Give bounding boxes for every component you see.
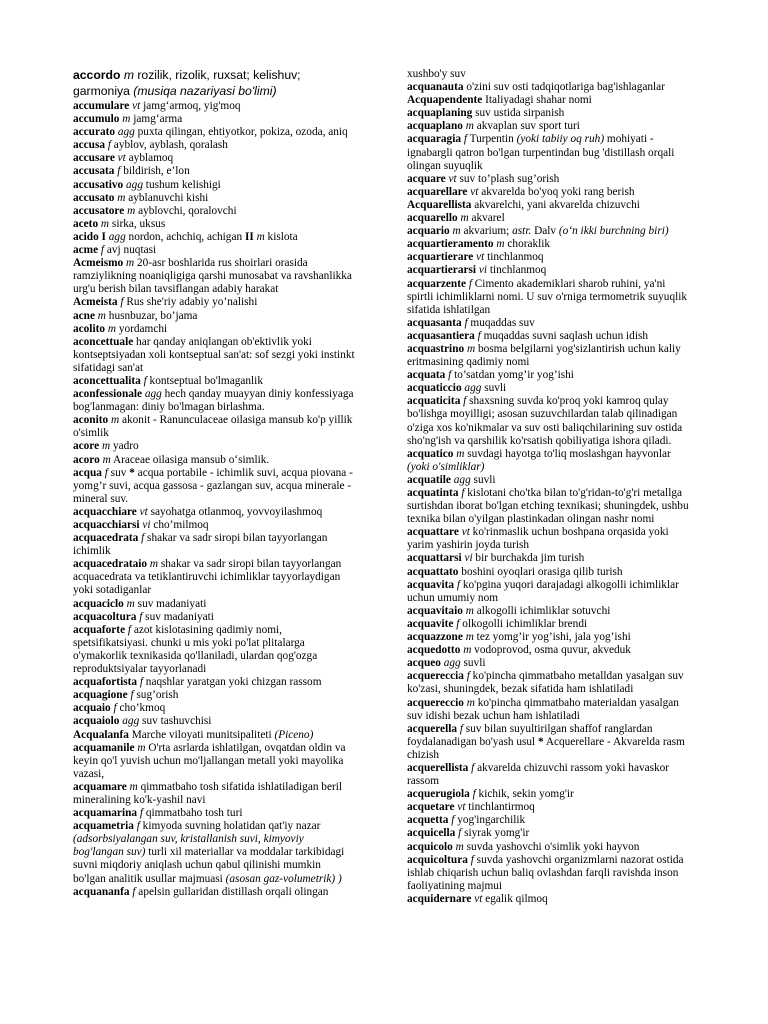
dictionary-entry: accusata f bildirish, e’lon	[73, 165, 190, 178]
dictionary-entry: Acquarellista akvarelchi, yani akvarelda chizuvchi	[407, 198, 640, 211]
dictionary-entry: acquare vt suv to’plash sug’orish	[407, 172, 560, 185]
dictionary-entry: accusare vt ayblamoq	[73, 152, 174, 165]
dictionary-entry: acquavite f olkogolli ichimliklar brendi	[407, 617, 588, 630]
dictionary-entry: aconito m akonit - Ranunculaceae oilasiga mansub ko'p yillik o'simlik	[73, 414, 353, 440]
dictionary-entry: acquidernare vt egalik qilmoq	[407, 892, 548, 905]
dictionary-entry: acquavitaio m alkogolli ichimliklar sotuvchi	[407, 604, 611, 617]
dictionary-entry: Acmeista f Rus she'riy adabiy yo’nalishi	[73, 296, 258, 309]
dictionary-entry: acquamarina f qimmatbaho tosh turi	[73, 807, 243, 820]
dictionary-entry: acquetare vt tinchlantirmoq	[407, 801, 535, 814]
right-column	[407, 68, 694, 906]
dictionary-entry: acquedotto m vodoprovod, osma quvur, akveduk	[407, 644, 631, 657]
dictionary-entry: accusa f ayblov, ayblash, qoralash	[73, 139, 228, 152]
dictionary-entry: acquartieramento m chorakli​k	[407, 238, 551, 251]
dictionary-entry: acquatico m suvdagi hayotga to'liq moslashgan hayvonlar (yoki o'simliklar)	[407, 447, 671, 473]
dictionary-entry: acquarzente f Cimento akademiklari sharob ruhini, ya'ni spirtli ichimliklarni nomi. U suv o'rniga termometrik suyuqlik sifatida ishlatilgan	[407, 277, 688, 316]
dictionary-entry: acquario m akvarium; astr. Dalv (o‘n ikki burchning biri)	[407, 225, 669, 238]
dictionary-entry: acquarellare vt akvarelda bo'yoq yoki rang berish	[407, 185, 635, 198]
dictionary-entry: acquanauta o'zini suv osti tadqiqotlariga bag'ishlaganlar	[407, 81, 665, 94]
dictionary-entry: aceto m sirka, uksus	[73, 217, 166, 230]
dictionary-entry: acquattare vt ko'rinmaslik uchun boshpana orqasida yoki yarim yashirin joyda turish	[407, 526, 669, 552]
dictionary-entry: acquaciclo m suv madaniyati	[73, 597, 207, 610]
dictionary-entry: accumulo m jamg‘arma	[73, 113, 183, 126]
dictionary-entry: acquavita f ko'pgina yuqori darajadagi alkogolli ichimliklar uchun umumiy nom	[407, 578, 679, 604]
dictionary-entry: acoro m Araceae oilasiga mansub o‘simlik.	[73, 453, 270, 466]
dictionary-entry: acquacchiare vt sayohatga otlanmoq, yovvoyilashmoq	[73, 505, 323, 518]
left-column	[73, 68, 356, 899]
dictionary-entry: acquananfa f apelsin gullaridan distillash orqali olingan	[73, 885, 329, 898]
dictionary-entry: acquata f to’satdan yomg’ir yog’ishi	[407, 369, 574, 382]
dictionary-entry: acquacedrata f shakar va sadr siropi bilan tayyorlangan ichimlik	[73, 532, 328, 558]
dictionary-entry: acquaio f cho’kmoq	[73, 702, 166, 715]
dictionary-entry: acquartierare vt tinchlanmoq	[407, 251, 544, 264]
dictionary-entry: acquerugiola f kichik, sekin yomg'ir	[407, 788, 574, 801]
dictionary-entry: acquerella f suv bilan suyultirilgan shaffof ranglardan foydalanadigan bo'yash usul * Acquerellare - Akvarelda rasm chizish	[407, 722, 685, 761]
dictionary-entry: acquaiolo agg suv tashuvchisi	[73, 715, 212, 728]
dictionary-entry: acquasanta f muqaddas suv	[407, 316, 535, 329]
dictionary-entry: acquamare m qimmatbaho tosh sifatida ishlatiladigan beril mineralining ko'k-yashil navi	[73, 780, 343, 806]
dictionary-entry: acquicella f siyrak yomg'ir	[407, 827, 530, 840]
dictionary-entry: aconcettualita f kontseptual bo'lmaganlik	[73, 374, 263, 387]
dictionary-entry: acquarello m akvarel	[407, 212, 505, 225]
dictionary-entry: acquafortista f naqshlar yaratgan yoki chizgan rassom	[73, 676, 322, 689]
dictionary-entry: acquazzone m tez yomg’ir yog’ishi, jala yog’ishi	[407, 631, 631, 644]
dictionary-entry: acquaplano m akvaplan suv sport turi	[407, 120, 580, 133]
dictionary-entry: acqueo agg suvli	[407, 657, 486, 670]
dictionary-entry: acquatile agg suvli	[407, 473, 496, 486]
dictionary-entry: acne m husnbuzar, bo’jama	[73, 309, 198, 322]
dictionary-entry: acquattato boshini oyoqlari orasiga qilib turish	[407, 565, 623, 578]
dictionary-entry: Acquapendente Italiyadagi shahar nomi	[407, 94, 592, 107]
dictionary-entry: accordo m rozilik, rizolik, ruxsat; kelishuv; garmoniya (musiqa nazariyasi bo'limi)	[73, 68, 301, 98]
dictionary-entry: acquatinta f kislotani cho'tka bilan to'g'ridan-to'g'ri metallga surtishdan iborat bo'lgan etching texnikasi; shuningdek, ushbu texnika bilan o'yilgan plastinkadan olingan nashr nomi	[407, 487, 689, 526]
dictionary-entry: acquasantiera f muqaddas suvni saqlash uchun idish	[407, 329, 649, 342]
dictionary-entry: aconcettuale har qanday aniqlangan ob'ektivlik yoki kontseptsiyadan xoli kontseptual san'at: sof sezgi yoki instinkt sifatidagi san'at	[73, 335, 355, 374]
dictionary-entry: acquaticcio agg suvli	[407, 382, 507, 395]
dictionary-entry: acquastrino m bosma belgilarni yog'sizlantirish uchun kaliy eritmasining qadimiy nomi	[407, 342, 681, 369]
dictionary-entry: acquereccio m ko'pincha qimmatbaho materialdan yasalgan suv idishi bezak uchun ham ishlatiladi	[407, 696, 679, 722]
dictionary-entry: acquacedrataio m shakar va sadr siropi bilan tayyorlangan acquacedrata va tetiklantiruvchi ichimliklar tayyorlaydigan yoki sotadiganlar	[73, 558, 342, 597]
dictionary-entry: Acmeismo m 20-asr boshlarida rus shoirlari orasida ramziylikning noaniqligiga qarshi munosabat va ravshanlikka urg'u berish bilan tavsiflangan adabiy harakat	[73, 257, 352, 296]
dictionary-entry: acquicolo m suvda yashovchi o'simlik yoki hayvon	[407, 840, 640, 853]
dictionary-entry: accusativo agg tushum kelishigi	[73, 178, 221, 191]
dictionary-entry: acquicoltura f suvda yashovchi organizmlarni nazorat ostida ishlab chiqarish uchun baliq ovlashdan farqli ravishda inson faoliyatining majmui	[407, 853, 684, 892]
dictionary-entry: acquerellista f akvarelda chizuvchi rassom yoki havaskor rassom	[407, 761, 670, 788]
dictionary-entry: Acqualanfa Marche viloyati munitsipaliteti (Piceno)	[73, 728, 314, 741]
dictionary-entry: acquagione f sug’orish	[73, 689, 179, 702]
dictionary-entry: acquacchiarsi vi cho’milmoq	[73, 519, 209, 531]
dictionary-entry: acquacoltura f suv madaniyati	[73, 610, 214, 623]
dictionary-entry: accumulare vt jamg‘armoq, yig'moq	[73, 100, 241, 112]
dictionary-entry: acolito m yordamchi	[73, 322, 168, 335]
dictionary-entry: acquetta f yog'ingarchilik	[407, 814, 526, 827]
dictionary-entry: acme f avj nuqtasi	[73, 244, 157, 257]
dictionary-entry: acquaragia f Turpentin (yoki tabiiy oq ruh) mohiyati - ignabargli qatron bo'lgan turpentindan bug 'distillash orqali olingan suyuqlik	[407, 133, 675, 172]
dictionary-entry: acqua f suv * acqua portabile - ichimlik suvi, acqua piovana - yomg’r suvi, acqua gassosa - gazlangan suv, acqua minerale - mineral suv.	[73, 466, 353, 505]
dictionary-entry: accusatore m ayblovchi, qoralovchi	[73, 204, 237, 217]
dictionary-entry: acido I agg nordon, achchiq, achigan II m kislota	[73, 230, 298, 243]
dictionary-entry: accurato agg puxta qilingan, ehtiyotkor, pokiza, ozoda, aniq	[73, 126, 348, 139]
dictionary-entry: accusato m ayblanuvchi kishi	[73, 191, 209, 204]
dictionary-entry: acquaforte f azot kislotasining qadimiy nomi, spetsifikatsiyasi. chunki u mis yoki po'lat plitalarga o'ymakorlik texnikasida qo'llaniladi, ulardan qog'ozga reproduktsiyalar tayyorlanadi	[73, 623, 318, 676]
dictionary-entry: acquaticita f shaxsning suvda ko'proq yoki kamroq qulay bo'lishga moyilligi; asosan suzuvchilardan talab qilinadigan o'ziga xos ko'nikmalar va suv osti baliqchilarining suv ostida sho'ng'ish va qarshilik ko'rsatish qobiliyatiga ishora qiladi.	[407, 395, 683, 447]
dictionary-entry: acquartierarsi vi tinchlanmoq	[407, 264, 547, 277]
dictionary-entry: acquereccia f ko'pincha qimmatbaho metalldan yasalgan suv ko'zasi, shuningdek, bezak sifatida ham ishlatiladi	[407, 670, 684, 696]
dictionary-entry: acquametria f kimyoda suvning holatidan qat'iy nazar (adsorbsiyalangan suv, kristallanish suvi, kimyoviy bog'langan suv) turli xil materiallar va moddalar tarkibidagi suvni miqdoriy aniqlash uchun qabul qilinishi mumkin bo'lgan analitik usullar majmuasi (asosan gaz-volumetrik) )	[73, 820, 345, 885]
dictionary-entry: acquattarsi vi bir burchakda jim turish	[407, 552, 585, 565]
dictionary-entry: aconfessionale agg hech qanday muayyan diniy konfessiyaga bog'lanmagan: diniy bo'lmagan birlashma.	[73, 388, 354, 414]
dictionary-entry: acquamanile m O'rta asrlarda ishlatilgan, ovqatdan oldin va keyin qo'l yuvish uchun mo'ljallangan metall yoki mayolika vazasi,	[73, 741, 346, 780]
dictionary-entry: xushbo'y suv	[407, 68, 466, 80]
dictionary-entry: acquaplaning suv ustida sirpanish	[407, 107, 565, 120]
dictionary-entry: acore m yadro	[73, 440, 139, 453]
